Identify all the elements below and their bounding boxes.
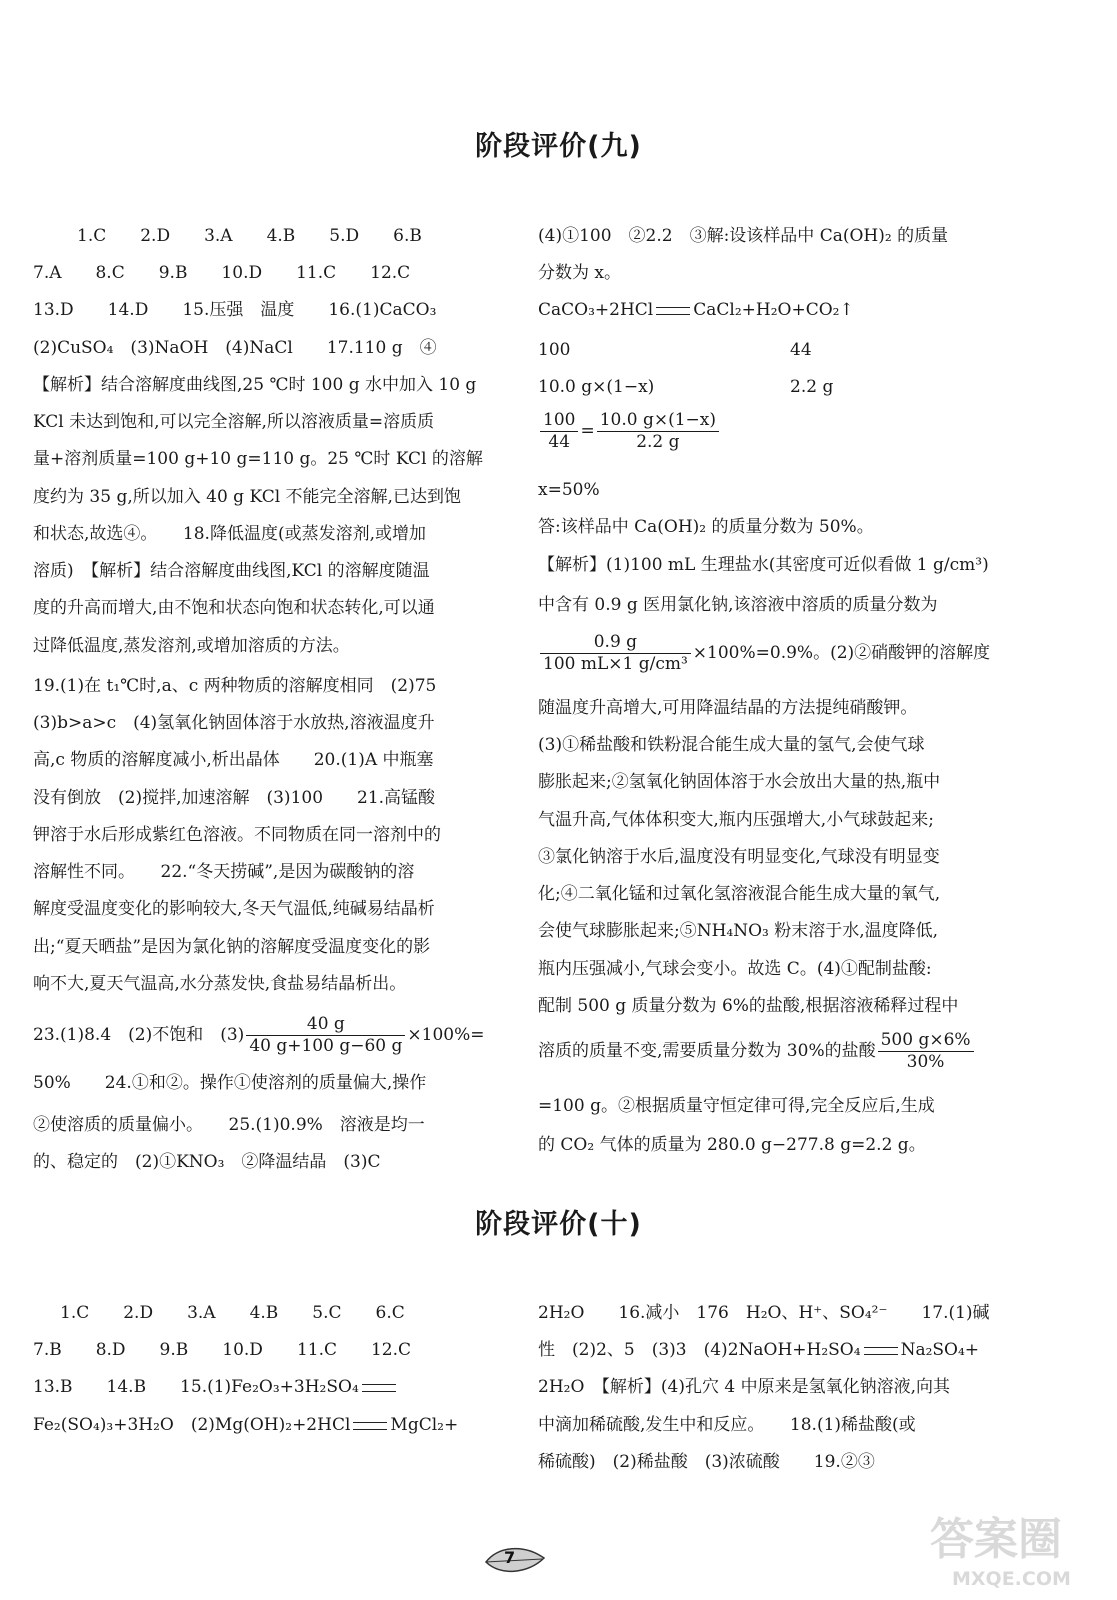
text-line: 溶解性不同。 22.“冬天捞碱”,是因为碳酸钠的溶 (33, 862, 415, 882)
text-line: ②使溶质的质量偏小。 25.(1)0.9% 溶液是均一 (33, 1115, 425, 1135)
text-line: 【解析】(1)100 mL 生理盐水(其密度可近似看做 1 g/cm³) (538, 555, 989, 575)
q15-equation-continued: Fe₂(SO₄)₃+3H₂O (2)Mg(OH)₂+2HCl (33, 1415, 351, 1435)
text-line: 和状态,故选④。 18.降低温度(或蒸发溶剂,或增加 (33, 524, 426, 544)
q17-equation-left: 性 (2)2、5 (3)3 (4)2NaOH+H₂SO₄ (538, 1340, 861, 1360)
equation-left: CaCO₃+2HCl (538, 300, 654, 320)
page-number (484, 1544, 546, 1576)
text-line: 会使气球膨胀起来;⑤NH₄NO₃ 粉末溶于水,温度降低, (538, 921, 939, 941)
equation-sign (362, 1384, 396, 1392)
text-line: 【解析】结合溶解度曲线图,25 ℃时 100 g 水中加入 10 g (33, 375, 477, 395)
text-line: KCl 未达到饱和,可以完全溶解,所以溶液质量=溶质质 (33, 412, 435, 432)
concentration-fraction (540, 634, 691, 673)
prop-denominator-2: 2.2 g (636, 432, 680, 452)
dilution-fraction (878, 1032, 974, 1071)
text-line: 中滴加稀硫酸,发生中和反应。 18.(1)稀盐酸(或 (538, 1415, 916, 1435)
chemical-equation (538, 302, 854, 319)
ratio-a1: 100 (538, 340, 571, 360)
ratio-line-1 (538, 342, 570, 359)
text-line: 13.D 14.D 15.压强 温度 16.(1)CaCO₃ (33, 300, 437, 320)
q15-equation-left: 13.B 14.B 15.(1)Fe₂O₃+3H₂SO₄ (33, 1377, 359, 1397)
answer-line: 答:该样品中 Ca(OH)₂ 的质量分数为 50%。 (538, 517, 874, 537)
section-title-10: 阶段评价(十) (475, 1209, 642, 1240)
text-line: 19.(1)在 t₁℃时,a、c 两种物质的溶解度相同 (2)75 (33, 676, 437, 696)
text-line: 的、稳定的 (2)①KNO₃ ②降温结晶 (3)C (33, 1152, 381, 1172)
equation-sign (864, 1347, 898, 1355)
text-line: 50% 24.①和②。操作①使溶剂的质量偏大,操作 (33, 1073, 427, 1093)
text-line: 没有倒放 (2)搅拌,加速溶解 (3)100 21.高锰酸 (33, 788, 436, 808)
concentration-numerator: 0.9 g (540, 634, 691, 654)
q15-equation-line (33, 1379, 399, 1396)
equation-right: CaCl₂+H₂O+CO₂↑ (693, 300, 854, 320)
prop-numerator-2: 10.0 g×(1−x) (597, 412, 719, 432)
concentration-formula-line (538, 634, 990, 673)
text-line: 1.C 2.D 3.A 4.B 5.D 6.B (77, 226, 422, 246)
text-line: (3)①稀盐酸和铁粉混合能生成大量的氢气,会使气球 (538, 735, 925, 755)
watermark-en: MXQE.COM (952, 1568, 1071, 1590)
text-line: 过降低温度,蒸发溶剂,或增加溶质的方法。 (33, 636, 350, 656)
text-line: (2)CuSO₄ (3)NaOH (4)NaCl 17.110 g ④ (33, 338, 437, 358)
q23-numerator: 40 g (246, 1016, 405, 1036)
text-line: (4)①100 ②2.2 ③解:设该样品中 Ca(OH)₂ 的质量 (538, 226, 949, 246)
text-line: 1.C 2.D 3.A 4.B 5.C 6.C (60, 1303, 405, 1323)
text-line: 高,c 物质的溶解度减小,析出晶体 20.(1)A 中瓶塞 (33, 750, 434, 770)
equation-sign (353, 1422, 387, 1430)
text-line: 膨胀起来;②氢氧化钠固体溶于水会放出大量的热,瓶中 (538, 772, 941, 792)
text-line: 钾溶于水后形成紫红色溶液。不同物质在同一溶剂中的 (33, 825, 441, 845)
text-line: 7.A 8.C 9.B 10.D 11.C 12.C (33, 263, 411, 283)
dilution-formula-line (538, 1032, 976, 1071)
text-line: 化;④二氧化锰和过氧化氢溶液混合能生成大量的氧气, (538, 884, 941, 904)
text-line: 量+溶剂质量=100 g+10 g=110 g。25 ℃时 KCl 的溶解 (33, 449, 483, 469)
q23-denominator: 40 g+100 g−60 g (249, 1036, 403, 1056)
text-line: 出;“夏天晒盐”是因为氯化钠的溶解度受温度变化的影 (33, 937, 431, 957)
proportion-equation: $\frac{100}{44}$ = $\frac{10.0 g\times(1-x)}{2.2 g}$ (538, 412, 721, 451)
dilution-prefix: 溶质的质量不变,需要质量分数为 30%的盐酸 (538, 1041, 876, 1061)
text-line: 气温升高,气体体积变大,瓶内压强增大,小气球鼓起来; (538, 810, 934, 830)
section-title-9: 阶段评价(九) (475, 131, 642, 162)
watermark-cn: 答案圈 (930, 1514, 1062, 1565)
text-line: 的 CO₂ 气体的质量为 280.0 g−277.8 g=2.2 g。 (538, 1135, 926, 1155)
prop-denominator-1: 44 (548, 432, 571, 452)
text-line: 2H₂O 【解析】(4)孔穴 4 中原来是氢氧化钠溶液,向其 (538, 1377, 951, 1397)
text-line: 解度受温度变化的影响较大,冬天气温低,纯碱易结晶析 (33, 899, 435, 919)
watermark-logo (930, 1514, 1100, 1594)
q23-formula-line (33, 1016, 484, 1055)
text-line: 中含有 0.9 g 医用氯化钠,该溶液中溶质的质量分数为 (538, 595, 938, 615)
page-number-text: 7 (504, 1548, 516, 1567)
prop-numerator-1: 100 (540, 412, 578, 432)
text-line: 度的升高而增大,由不饱和状态向饱和状态转化,可以通 (33, 598, 435, 618)
concentration-suffix: ×100%=0.9%。(2)②硝酸钾的溶解度 (692, 643, 991, 663)
q23-suffix: ×100%= (407, 1025, 485, 1045)
q23-prefix: 23.(1)8.4 (2)不饱和 (3) (33, 1025, 245, 1045)
text-line: 2H₂O 16.减小 176 H₂O、H⁺、SO₄²⁻ 17.(1)碱 (538, 1303, 990, 1323)
ratio-b2: 2.2 g (790, 377, 834, 397)
dilution-denominator: 30% (906, 1052, 945, 1072)
text-line: 7.B 8.D 9.B 10.D 11.C 12.C (33, 1340, 412, 1360)
dilution-numerator: 500 g×6% (878, 1032, 974, 1052)
text-line: 稀硫酸) (2)稀盐酸 (3)浓硫酸 19.②③ (538, 1452, 875, 1472)
text-line: (3)b>a>c (4)氢氧化钠固体溶于水放热,溶液温度升 (33, 713, 435, 733)
q15-equation-right: MgCl₂+ (390, 1415, 459, 1435)
q17-equation-line (538, 1342, 979, 1359)
text-line: 分数为 x。 (538, 263, 621, 283)
q17-equation-right: Na₂SO₄+ (900, 1340, 980, 1360)
text-line: 溶质) 【解析】结合溶解度曲线图,KCl 的溶解度随温 (33, 561, 430, 581)
ratio-b1: 10.0 g×(1−x) (538, 377, 655, 397)
concentration-denominator: 100 mL×1 g/cm³ (543, 654, 688, 674)
x-result: x=50% (538, 480, 600, 500)
q15-equation-line-2 (33, 1417, 458, 1434)
proportion-right (597, 412, 719, 451)
ratio-a2: 44 (790, 340, 812, 360)
text-line: 度约为 35 g,所以加入 40 g KCl 不能完全溶解,已达到饱 (33, 487, 461, 507)
text-line: 配制 500 g 质量分数为 6%的盐酸,根据溶液稀释过程中 (538, 996, 959, 1016)
q23-fraction (246, 1016, 405, 1055)
text-line: 瓶内压强减小,气球会变小。故选 C。(4)①配制盐酸: (538, 959, 932, 979)
text-line: ③氯化钠溶于水后,温度没有明显变化,气球没有明显变 (538, 847, 940, 867)
text-line: =100 g。②根据质量守恒定律可得,完全反应后,生成 (538, 1096, 935, 1116)
proportion-left (540, 412, 578, 451)
text-line: 随温度升高增大,可用降温结晶的方法提纯硝酸钾。 (538, 698, 918, 718)
text-line: 响不大,夏天气温高,水分蒸发快,食盐易结晶析出。 (33, 974, 407, 994)
equation-sign (656, 307, 690, 315)
